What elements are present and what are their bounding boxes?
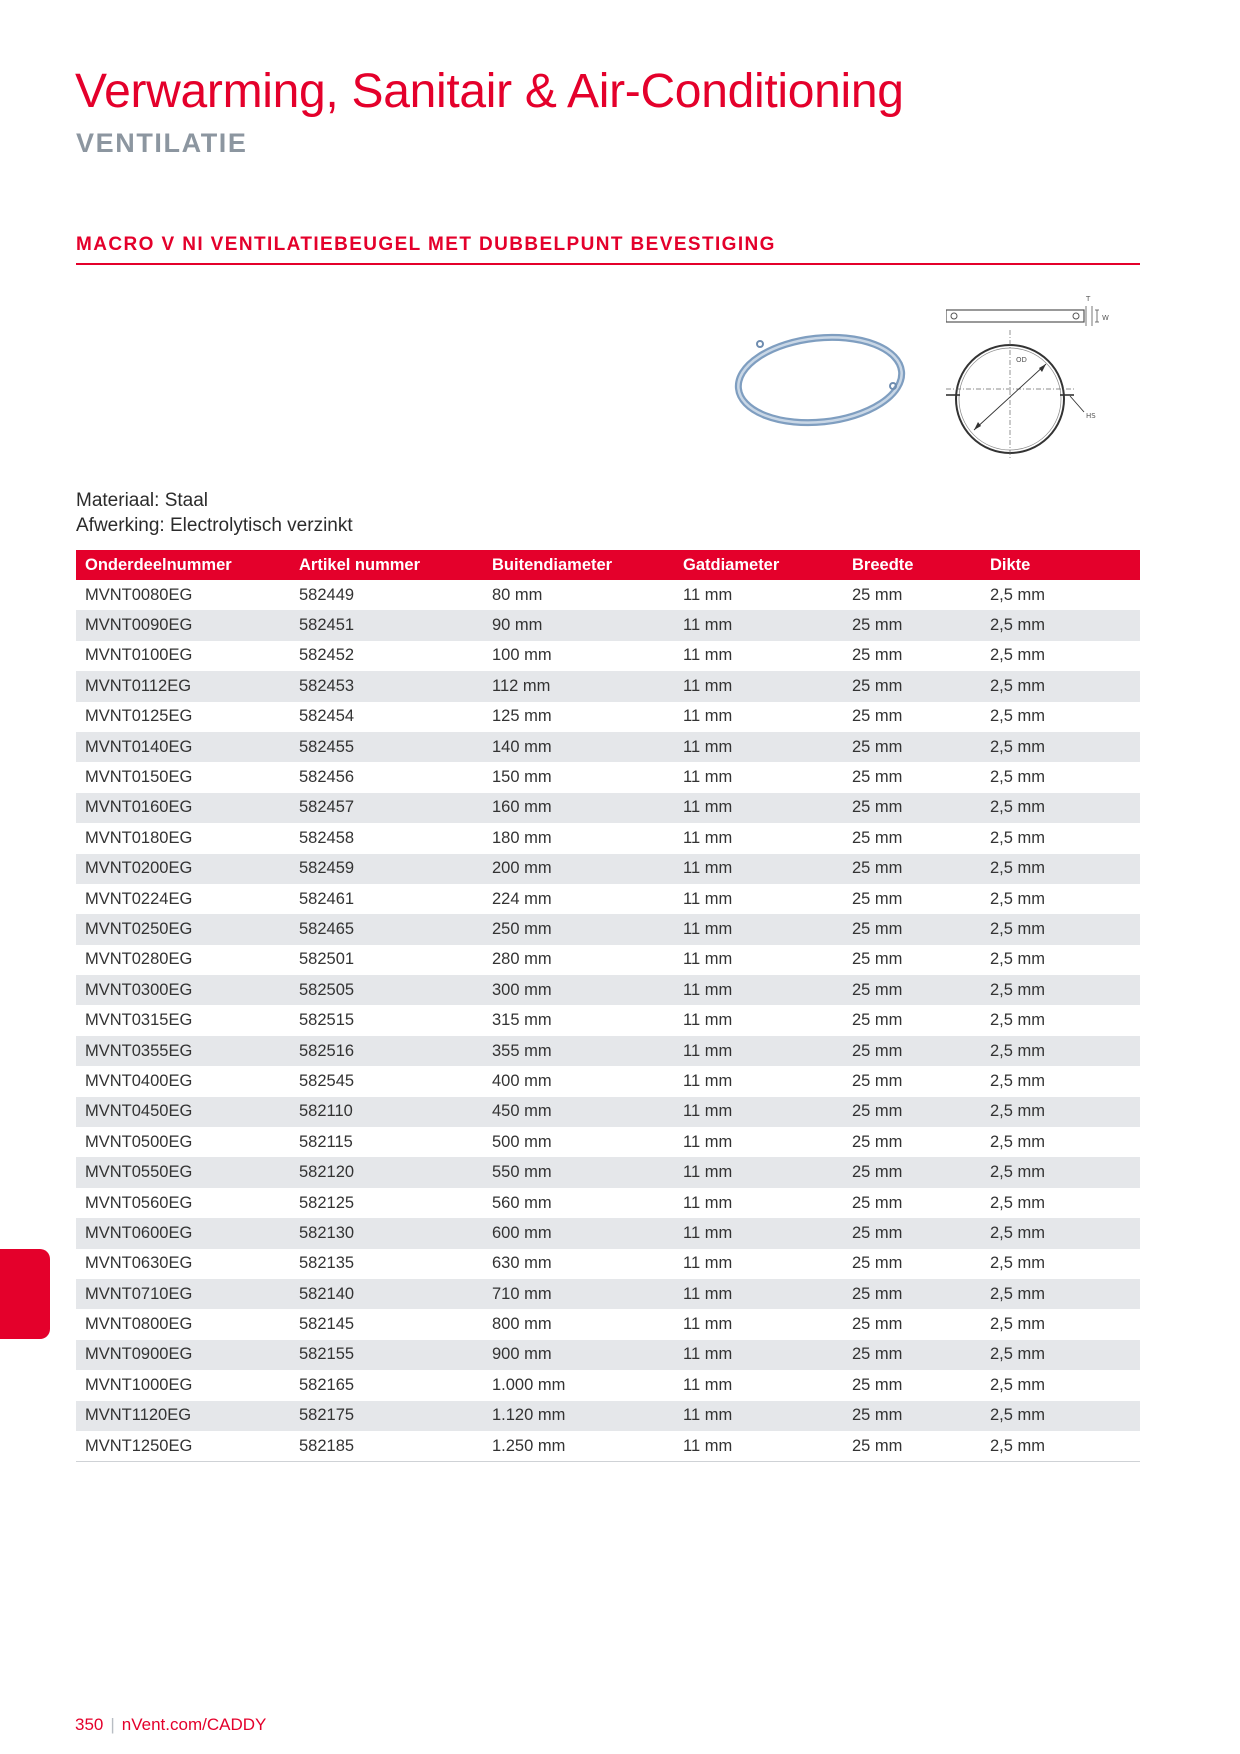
table-cell: MVNT1000EG — [85, 1375, 193, 1394]
table-cell: 550 mm — [483, 1157, 674, 1187]
table-cell: 582155 — [290, 1340, 483, 1370]
table-cell: MVNT0180EG — [85, 828, 193, 847]
table-cell: MVNT0250EG — [76, 914, 290, 944]
table-row — [76, 1340, 1140, 1370]
table-cell: 25 mm — [843, 914, 981, 944]
table-cell: 2,5 mm — [981, 1431, 1140, 1462]
table-row — [76, 1127, 1140, 1157]
table-cell: 582135 — [299, 1254, 355, 1273]
table-row — [76, 1218, 1140, 1248]
table-cell: 582458 — [299, 828, 355, 847]
table-cell: MVNT0150EG — [85, 768, 193, 787]
table-cell: 582130 — [290, 1218, 483, 1248]
table-cell: 112 mm — [483, 671, 674, 701]
table-row — [76, 1370, 1140, 1400]
table-cell: 560 mm — [492, 1193, 552, 1212]
table-cell: MVNT0560EG — [85, 1193, 193, 1212]
table-cell: 2,5 mm — [981, 975, 1140, 1005]
table-row — [76, 884, 1140, 914]
table-cell: 11 mm — [683, 828, 733, 847]
table-row — [76, 610, 1140, 640]
label-od: OD — [1016, 356, 1027, 364]
table-cell: 582115 — [299, 1132, 353, 1151]
table-cell: 11 mm — [674, 1279, 843, 1309]
table-cell: 2,5 mm — [990, 1071, 1046, 1090]
label-t: T — [1086, 295, 1091, 303]
table-cell: 315 mm — [492, 1011, 552, 1030]
technical-drawing — [946, 290, 1126, 460]
table-cell: 2,5 mm — [981, 1279, 1140, 1309]
table-row — [76, 1249, 1140, 1279]
col-onderdeelnummer: Onderdeelnummer — [76, 550, 290, 580]
table-cell: 2,5 mm — [981, 793, 1140, 823]
table-cell: MVNT0450EG — [76, 1097, 290, 1127]
table-cell: 2,5 mm — [990, 950, 1046, 969]
table-cell: 100 mm — [492, 646, 552, 665]
table-cell: 11 mm — [674, 793, 843, 823]
table-cell: 2,5 mm — [981, 1157, 1140, 1187]
footer-link[interactable]: nVent.com/CADDY — [121, 1715, 267, 1734]
table-cell: MVNT0200EG — [76, 854, 290, 884]
table-cell: 900 mm — [483, 1340, 674, 1370]
table-cell: 2,5 mm — [981, 610, 1140, 640]
table-cell: MVNT0080EG — [85, 585, 193, 604]
table-cell: 11 mm — [683, 1375, 733, 1394]
table-cell: 25 mm — [852, 1071, 903, 1090]
table-cell: 11 mm — [683, 1315, 733, 1334]
material-specs — [76, 488, 353, 538]
table-cell: 150 mm — [492, 768, 552, 787]
table-cell: MVNT0355EG — [76, 1036, 290, 1066]
table-row — [76, 1157, 1140, 1187]
table-row — [76, 641, 1140, 671]
table-cell: 582110 — [290, 1097, 483, 1127]
table-cell: 11 mm — [683, 1071, 733, 1090]
table-cell: 25 mm — [852, 1254, 903, 1273]
table-cell: 25 mm — [843, 1157, 981, 1187]
table-cell: 2,5 mm — [990, 828, 1046, 847]
table-cell: MVNT0125EG — [85, 707, 193, 726]
table-row — [76, 1309, 1140, 1339]
table-cell: 25 mm — [843, 1431, 981, 1462]
table-cell: 582461 — [299, 889, 355, 908]
table-cell: 2,5 mm — [990, 1193, 1046, 1212]
table-cell: MVNT0600EG — [76, 1218, 290, 1248]
table-cell: 2,5 mm — [990, 1132, 1046, 1151]
table-cell: 582515 — [299, 1011, 355, 1030]
table-cell: 1.000 mm — [492, 1375, 566, 1394]
table-cell: 11 mm — [674, 1036, 843, 1066]
table-cell: 2,5 mm — [981, 1340, 1140, 1370]
table-row — [76, 762, 1140, 792]
table-cell: 11 mm — [683, 768, 733, 787]
col-dikte: Dikte — [981, 550, 1140, 580]
table-cell: 582165 — [299, 1375, 355, 1394]
table-row — [76, 1401, 1140, 1431]
table-cell: 355 mm — [483, 1036, 674, 1066]
table-row — [76, 702, 1140, 732]
table-row — [76, 671, 1140, 701]
table-row — [76, 1431, 1140, 1462]
table-cell: 2,5 mm — [981, 671, 1140, 701]
table-cell: 500 mm — [492, 1132, 552, 1151]
finish-line: Afwerking: Electrolytisch verzinkt — [76, 515, 353, 536]
table-cell: 25 mm — [843, 1097, 981, 1127]
col-artikel-nummer: Artikel nummer — [290, 550, 483, 580]
table-cell: 582455 — [290, 732, 483, 762]
table-cell: 25 mm — [852, 646, 903, 665]
table-cell: 2,5 mm — [990, 646, 1046, 665]
table-cell: 2,5 mm — [990, 1375, 1046, 1394]
table-cell: 2,5 mm — [981, 1036, 1140, 1066]
table-cell: 11 mm — [674, 1157, 843, 1187]
col-gatdiameter: Gatdiameter — [674, 550, 843, 580]
table-cell: 582454 — [299, 707, 355, 726]
footer — [75, 1715, 266, 1735]
table-cell: 582120 — [290, 1157, 483, 1187]
table-cell: 11 mm — [683, 646, 733, 665]
table-cell: 11 mm — [683, 585, 733, 604]
table-cell: 582459 — [290, 854, 483, 884]
table-cell: 11 mm — [683, 1254, 733, 1273]
table-cell: 140 mm — [483, 732, 674, 762]
table-cell: MVNT0500EG — [85, 1132, 193, 1151]
table-cell: MVNT0550EG — [76, 1157, 290, 1187]
table-cell: 582449 — [299, 585, 355, 604]
table-row — [76, 823, 1140, 853]
table-cell: 582465 — [290, 914, 483, 944]
table-cell: 25 mm — [843, 793, 981, 823]
page-number: 350 — [75, 1715, 104, 1734]
table-cell: 200 mm — [483, 854, 674, 884]
table-cell: 25 mm — [843, 1036, 981, 1066]
table-cell: 2,5 mm — [981, 1401, 1140, 1431]
table-cell: 2,5 mm — [990, 1315, 1046, 1334]
table-cell: 2,5 mm — [990, 1011, 1046, 1030]
table-cell: 11 mm — [674, 854, 843, 884]
table-cell: 630 mm — [492, 1254, 552, 1273]
page-subtitle: VENTILATIE — [76, 128, 248, 158]
table-cell: 11 mm — [683, 889, 733, 908]
col-buitendiameter: Buitendiameter — [483, 550, 674, 580]
table-cell: 582451 — [290, 610, 483, 640]
table-cell: 2,5 mm — [981, 1097, 1140, 1127]
table-cell: 80 mm — [492, 585, 543, 604]
table-cell: 280 mm — [492, 950, 552, 969]
table-cell: 1.250 mm — [483, 1431, 674, 1462]
table-cell: 25 mm — [843, 732, 981, 762]
table-cell: 11 mm — [674, 1218, 843, 1248]
table-cell: 180 mm — [492, 828, 552, 847]
table-cell: 11 mm — [683, 1132, 733, 1151]
table-row — [76, 975, 1140, 1005]
table-cell: 450 mm — [483, 1097, 674, 1127]
table-cell: 11 mm — [674, 1431, 843, 1462]
table-cell: 25 mm — [852, 1375, 903, 1394]
label-w: W — [1102, 314, 1109, 322]
table-cell: 2,5 mm — [990, 1254, 1046, 1273]
table-cell: 2,5 mm — [981, 732, 1140, 762]
table-cell: 224 mm — [492, 889, 552, 908]
table-cell: 710 mm — [483, 1279, 674, 1309]
table-cell: 25 mm — [843, 975, 981, 1005]
table-cell: 25 mm — [852, 1132, 903, 1151]
table-cell: MVNT0900EG — [76, 1340, 290, 1370]
table-cell: MVNT0090EG — [76, 610, 290, 640]
table-cell: 400 mm — [492, 1071, 552, 1090]
table-cell: MVNT0112EG — [76, 671, 290, 701]
table-cell: MVNT0800EG — [85, 1315, 193, 1334]
table-cell: MVNT1120EG — [76, 1401, 290, 1431]
table-cell: 25 mm — [852, 1011, 903, 1030]
table-cell: 582175 — [290, 1401, 483, 1431]
table-cell: 25 mm — [843, 1340, 981, 1370]
table-cell: 582453 — [290, 671, 483, 701]
table-cell: 800 mm — [492, 1315, 552, 1334]
table-cell: 25 mm — [852, 707, 903, 726]
table-row — [76, 945, 1140, 975]
table-cell: MVNT0280EG — [85, 950, 193, 969]
table-cell: 2,5 mm — [990, 585, 1046, 604]
table-cell: 125 mm — [492, 707, 552, 726]
table-cell: 90 mm — [483, 610, 674, 640]
table-cell: 582456 — [299, 768, 355, 787]
table-cell: 11 mm — [674, 610, 843, 640]
table-cell: MVNT0100EG — [85, 646, 193, 665]
table-cell: 582545 — [299, 1071, 355, 1090]
table-cell: 25 mm — [852, 585, 903, 604]
table-cell: MVNT0140EG — [76, 732, 290, 762]
chapter-tab — [0, 1249, 50, 1339]
product-image — [730, 325, 910, 435]
table-row — [76, 1066, 1140, 1096]
table-cell: 250 mm — [483, 914, 674, 944]
table-row — [76, 793, 1140, 823]
table-row — [76, 1097, 1140, 1127]
table-cell: 11 mm — [683, 707, 733, 726]
table-cell: MVNT0400EG — [85, 1071, 193, 1090]
table-cell: 582457 — [290, 793, 483, 823]
table-cell: 25 mm — [843, 1218, 981, 1248]
table-row — [76, 1005, 1140, 1035]
table-cell: 1.120 mm — [483, 1401, 674, 1431]
table-cell: 25 mm — [852, 950, 903, 969]
col-breedte: Breedte — [843, 550, 981, 580]
table-cell: MVNT0710EG — [76, 1279, 290, 1309]
product-heading: MACRO V NI VENTILATIEBEUGEL MET DUBBELPUNT BEVESTIGING — [76, 234, 1140, 265]
table-row — [76, 732, 1140, 762]
table-cell: 25 mm — [852, 828, 903, 847]
table-cell: 582125 — [299, 1193, 355, 1212]
table-cell: MVNT0160EG — [76, 793, 290, 823]
table-cell: 2,5 mm — [990, 707, 1046, 726]
table-cell: MVNT1250EG — [76, 1431, 290, 1462]
table-header-row — [76, 550, 1140, 580]
table-cell: 25 mm — [843, 610, 981, 640]
table-cell: 2,5 mm — [981, 854, 1140, 884]
table-row — [76, 854, 1140, 884]
table-cell: MVNT0300EG — [76, 975, 290, 1005]
material-line: Materiaal: Staal — [76, 490, 209, 511]
table-cell: 25 mm — [843, 671, 981, 701]
table-cell: 2,5 mm — [981, 914, 1140, 944]
label-hs: HS — [1086, 412, 1096, 420]
table-cell: 582452 — [299, 646, 355, 665]
table-cell: 11 mm — [674, 1097, 843, 1127]
table-cell: 11 mm — [674, 914, 843, 944]
parts-table — [76, 550, 1140, 1462]
table-cell: 2,5 mm — [990, 768, 1046, 787]
table-cell: 2,5 mm — [990, 889, 1046, 908]
table-cell: 582516 — [290, 1036, 483, 1066]
table-cell: 25 mm — [843, 1279, 981, 1309]
footer-separator: | — [110, 1715, 115, 1734]
table-cell: 582501 — [299, 950, 355, 969]
page-title: Verwarming, Sanitair & Air-Conditioning — [75, 65, 904, 118]
table-cell: 600 mm — [483, 1218, 674, 1248]
table-cell: 582140 — [290, 1279, 483, 1309]
table-cell: 25 mm — [852, 768, 903, 787]
table-row — [76, 1279, 1140, 1309]
table-cell: 25 mm — [852, 889, 903, 908]
table-cell: 2,5 mm — [981, 1218, 1140, 1248]
table-cell: 11 mm — [683, 1011, 733, 1030]
table-cell: 11 mm — [674, 671, 843, 701]
table-cell: MVNT0630EG — [85, 1254, 193, 1273]
table-row — [76, 1036, 1140, 1066]
table-cell: 25 mm — [843, 1401, 981, 1431]
table-cell: 11 mm — [674, 975, 843, 1005]
table-cell: MVNT0224EG — [85, 889, 193, 908]
table-cell: 25 mm — [843, 854, 981, 884]
table-cell: 25 mm — [852, 1315, 903, 1334]
table-cell: 582185 — [290, 1431, 483, 1462]
table-cell: 25 mm — [852, 1193, 903, 1212]
table-cell: 11 mm — [683, 1193, 733, 1212]
table-cell: 582145 — [299, 1315, 355, 1334]
table-cell: 11 mm — [674, 732, 843, 762]
table-row — [76, 580, 1140, 610]
table-row — [76, 1188, 1140, 1218]
table-cell: 11 mm — [683, 950, 733, 969]
table-cell: 11 mm — [674, 1401, 843, 1431]
table-cell: 11 mm — [674, 1340, 843, 1370]
table-cell: 582505 — [290, 975, 483, 1005]
table-cell: MVNT0315EG — [85, 1011, 193, 1030]
table-row — [76, 914, 1140, 944]
table-cell: 160 mm — [483, 793, 674, 823]
table-cell: 300 mm — [483, 975, 674, 1005]
